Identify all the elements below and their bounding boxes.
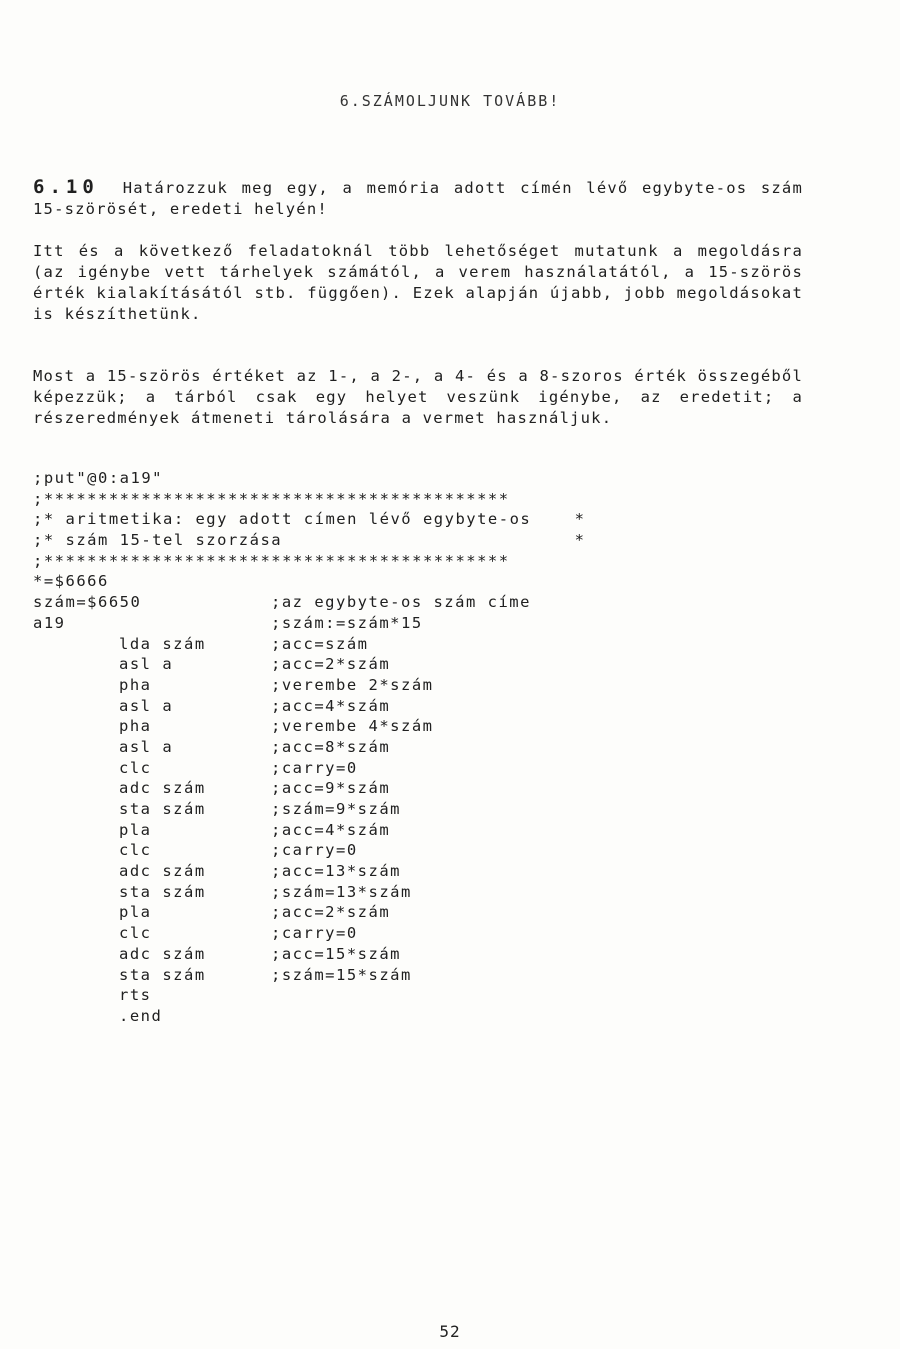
code-instruction: lda szám <box>119 634 206 653</box>
code-line <box>33 468 873 489</box>
code-comment: ;szám=15*szám <box>271 965 412 984</box>
code-comment: ;acc=13*szám <box>271 862 401 881</box>
code-comment: ;acc=2*szám <box>271 903 391 922</box>
paragraph-method: Most a 15-szörös értéket az 1-, a 2-, a 4- és a 8-szoros érték összegéből képezzük; a tárból csak egy helyet veszünk igénybe, az eredetit; a részeredmények átmeneti tárolására a vermet használjuk. <box>33 367 803 427</box>
code-line <box>33 965 873 986</box>
code-comment: ;szám=9*szám <box>271 800 401 818</box>
code-line <box>33 923 873 944</box>
code-label: ;* szám 15-tel szorzása * <box>33 531 586 550</box>
code-label: ;put"@0:a19" <box>33 469 163 487</box>
code-comment: ;carry=0 <box>271 758 358 777</box>
code-line <box>33 944 873 965</box>
code-instruction: adc szám <box>119 862 206 881</box>
code-comment: ;acc=15*szám <box>271 944 401 963</box>
code-line <box>33 489 873 510</box>
code-line <box>33 551 873 572</box>
code-instruction: .end <box>119 1006 163 1025</box>
code-line <box>33 820 873 841</box>
code-comment: ;acc=9*szám <box>271 779 391 798</box>
code-instruction: pla <box>119 820 152 839</box>
code-instruction: sta szám <box>119 965 206 984</box>
code-comment: ;carry=0 <box>271 924 358 943</box>
code-line <box>33 509 873 530</box>
code-comment: ;verembe 4*szám <box>271 717 434 736</box>
code-comment: ;az egybyte-os szám címe <box>271 593 531 612</box>
code-label: ;******************************************* <box>33 489 510 508</box>
code-label: *=$6666 <box>33 572 109 591</box>
code-label: szám=$6650 <box>33 593 142 612</box>
code-comment: ;acc=8*szám <box>271 737 391 756</box>
code-instruction: pha <box>119 675 152 694</box>
code-line <box>33 654 873 675</box>
code-line <box>33 778 873 799</box>
code-comment: ;szám=13*szám <box>271 882 412 901</box>
code-line <box>33 634 873 655</box>
assembly-listing <box>33 468 873 1027</box>
exercise-text: Határozzuk meg egy, a memória adott címén lévő egybyte-os szám 15-szörösét, eredeti helyén! <box>33 179 803 218</box>
code-comment: ;acc=szám <box>271 634 369 653</box>
code-comment: ;acc=4*szám <box>271 696 391 715</box>
code-line <box>33 758 873 779</box>
code-instruction: sta szám <box>119 882 206 901</box>
code-instruction: clc <box>119 841 152 860</box>
code-instruction: clc <box>119 924 152 943</box>
code-instruction: asl a <box>119 696 174 715</box>
code-line <box>33 716 873 737</box>
code-line <box>33 840 873 861</box>
code-instruction: clc <box>119 758 152 777</box>
code-comment: ;acc=4*szám <box>271 820 391 839</box>
code-comment: ;verembe 2*szám <box>271 675 434 694</box>
exercise-number: 6.10 <box>33 176 99 198</box>
code-line <box>33 592 873 613</box>
code-line <box>33 613 873 634</box>
code-line <box>33 530 873 551</box>
code-comment: ;acc=2*szám <box>271 655 391 674</box>
code-instruction: adc szám <box>119 944 206 963</box>
code-line <box>33 696 873 717</box>
code-line <box>33 861 873 882</box>
code-line <box>33 902 873 923</box>
running-head: 6.SZÁMOLJUNK TOVÁBB! <box>339 92 561 110</box>
code-line <box>33 675 873 696</box>
code-instruction: adc szám <box>119 779 206 798</box>
code-instruction: pha <box>119 717 152 736</box>
code-line <box>33 882 873 903</box>
code-instruction: pla <box>119 903 152 922</box>
code-comment: ;szám:=szám*15 <box>271 613 423 632</box>
exercise-statement <box>33 177 803 220</box>
paragraph-intro: Itt és a következő feladatoknál több lehetőséget mutatunk a megoldásra (az igénybe vett tárhelyek számától, a verem használatától, a 15-szörös érték kialakításától stb. függően). Ezek alapján újabb, jobb megoldásokat is készíthetünk. <box>33 242 803 323</box>
page-number: 52 <box>439 1322 461 1341</box>
code-label: ;* aritmetika: egy adott címen lévő egybyte-os * <box>33 510 586 529</box>
code-instruction: sta szám <box>119 800 206 818</box>
code-line <box>33 737 873 758</box>
code-line <box>33 1006 873 1027</box>
code-instruction: rts <box>119 986 152 1005</box>
code-line <box>33 799 873 820</box>
code-line <box>33 571 873 592</box>
code-label: ;******************************************* <box>33 551 510 570</box>
code-label: a19 <box>33 613 66 632</box>
code-comment: ;carry=0 <box>271 841 358 860</box>
code-line <box>33 985 873 1006</box>
code-instruction: asl a <box>119 737 174 756</box>
code-instruction: asl a <box>119 655 174 674</box>
